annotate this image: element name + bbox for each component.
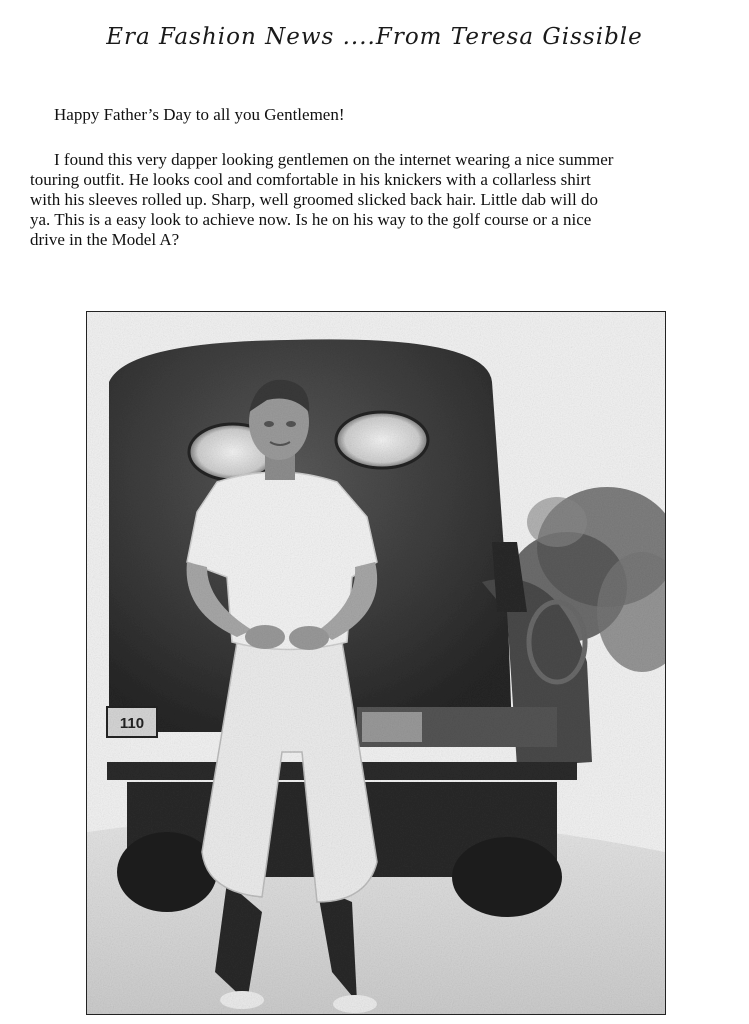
greeting-line: Happy Father’s Day to all you Gentlemen! (54, 105, 345, 124)
photo-illustration (87, 312, 665, 1014)
paragraph-line: I found this very dapper looking gentlemen on the internet wearing a nice summer (54, 150, 614, 169)
paragraph-line: ya. This is a easy look to achieve now. Is he on his way to the golf course or a nice (30, 210, 592, 229)
license-plate-text: 110 (119, 715, 145, 732)
page-title: Era Fashion News ....From Teresa Gissible (106, 24, 643, 50)
article-paragraph (30, 150, 720, 250)
paragraph-line: with his sleeves rolled up. Sharp, well groomed slicked back hair. Little dab will do (30, 190, 598, 209)
paragraph-line: touring outfit. He looks cool and comfortable in his knickers with a collarless shirt (30, 170, 591, 189)
vintage-photo (86, 311, 666, 1015)
paragraph-line: drive in the Model A? (30, 230, 180, 249)
